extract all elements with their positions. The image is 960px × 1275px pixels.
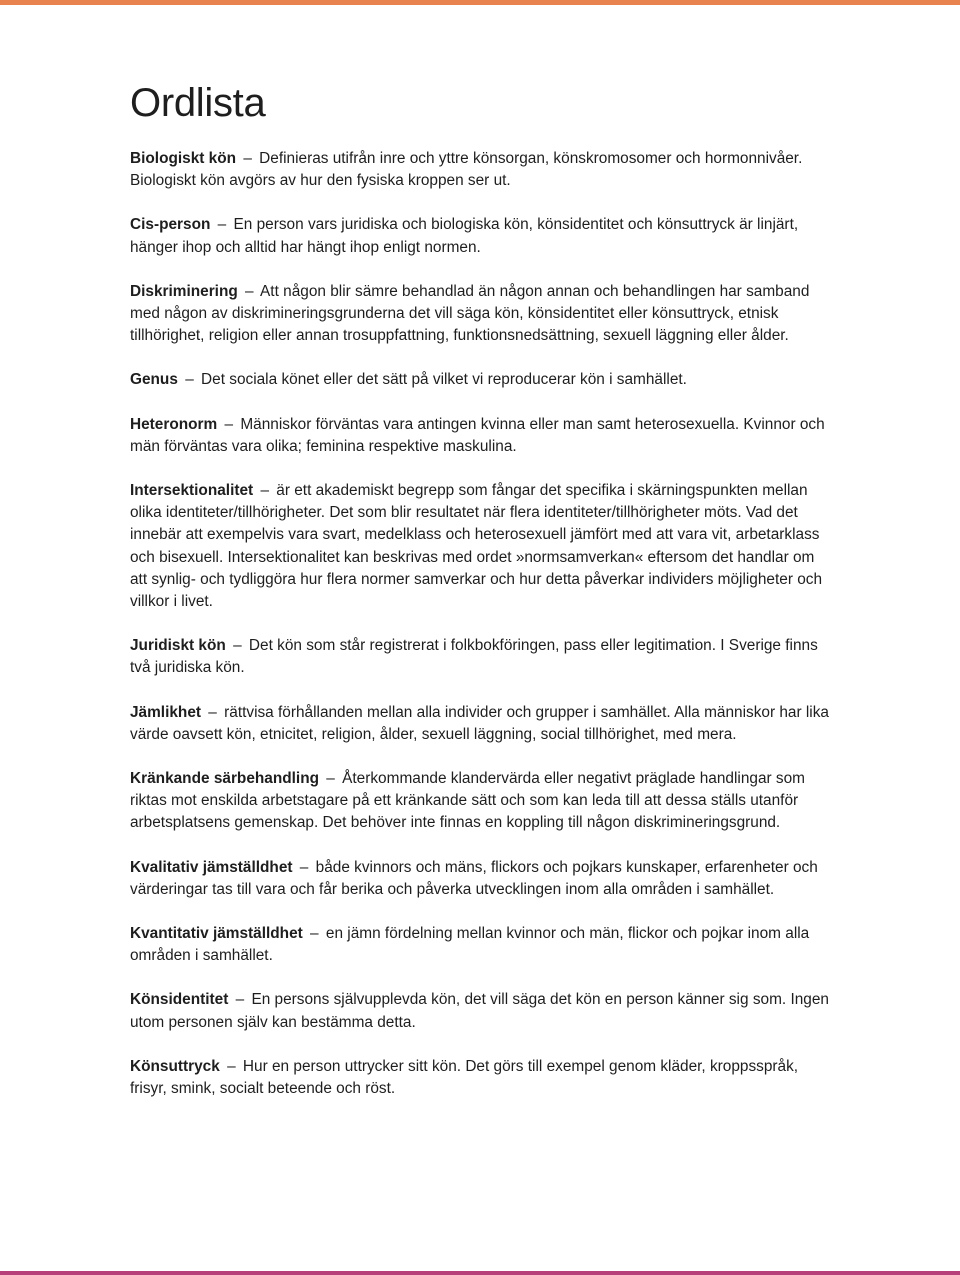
glossary-entry-krankande-sarbehandling [130, 768, 830, 835]
glossary-separator: – [233, 637, 242, 655]
glossary-separator: – [299, 858, 309, 876]
glossary-term: Heteronorm [130, 415, 218, 433]
glossary-term: Biologiskt kön [130, 150, 237, 167]
glossary-entry-heteronorm [130, 414, 830, 458]
glossary-term: Kvantitativ jämställdhet [130, 925, 303, 943]
page-title: Ordlista [130, 81, 266, 125]
glossary-term: Cis-person [130, 216, 211, 234]
glossary-entry-cis-person [130, 214, 830, 258]
glossary-separator: – [235, 991, 245, 1009]
glossary-entry-juridiskt-kon [130, 635, 830, 679]
glossary-entry-genus [130, 369, 830, 391]
glossary-separator: – [227, 1057, 236, 1075]
glossary-definition: En person vars juridiska och biologiska kön, könsidentitet och könsuttryck är linjärt, hänger ihop och alltid har hängt ihop enligt normen. [130, 216, 799, 256]
glossary-definition: Att någon blir sämre behandlad än någon annan och behandlingen har samband med någon av diskrimineringsgrunderna det vill säga kön, könsidentitet eller könsuttryck, etnisk tillhörighet, religion eller annan trosuppfattning, funktionsnedsättning, sexuell läggning eller ålder. [130, 282, 810, 345]
glossary-entry-kvalitativ-jamstalldhet [130, 857, 830, 901]
glossary-entry-diskriminering [130, 281, 830, 348]
bottom-accent-bar [0, 1271, 960, 1275]
glossary-term: Genus [130, 371, 178, 389]
glossary-term: Kränkande särbehandling [130, 770, 320, 788]
glossary-separator: – [224, 415, 234, 433]
glossary-definition: en jämn fördelning mellan kvinnor och män, flickor och pojkar inom alla områden i samhället. [130, 925, 810, 965]
glossary-term: Juridiskt kön [130, 637, 226, 655]
glossary-term: Kvalitativ jämställdhet [130, 858, 293, 876]
glossary-definition: Det kön som står registrerat i folkbokföringen, pass eller legitimation. I Sverige finns två juridiska kön. [130, 637, 818, 677]
glossary-separator: – [245, 282, 254, 300]
glossary-separator: – [208, 703, 217, 721]
glossary-page [130, 78, 830, 1122]
glossary-term: Könsuttryck [130, 1057, 220, 1075]
glossary-separator: – [310, 925, 319, 943]
top-accent-bar [0, 0, 960, 5]
glossary-term: Könsidentitet [130, 991, 229, 1009]
glossary-definition: En persons självupplevda kön, det vill säga det kön en person känner sig som. Ingen utom personen själv kan bestämma detta. [130, 991, 829, 1031]
glossary-separator: – [260, 482, 269, 500]
glossary-separator: – [217, 216, 227, 234]
glossary-definition: Återkommande klandervärda eller negativt präglade handlingar som riktas mot enskilda arbetstagare på ett kränkande sätt och som kan leda till att dessa ställs utanför arbetsplatsens gemenskap. Det behöver inte finnas en koppling till någon diskrimineringsgrund. [130, 770, 805, 832]
glossary-list [130, 148, 830, 1100]
glossary-entry-jamlikhet [130, 702, 830, 746]
glossary-separator: – [243, 150, 252, 167]
glossary-entry-biologiskt-kon [130, 148, 830, 192]
glossary-term: Intersektionalitet [130, 482, 254, 500]
glossary-entry-konsidentitet [130, 989, 830, 1033]
glossary-definition: Människor förväntas vara antingen kvinna eller man samt heterosexuella. Kvinnor och män förväntas vara olika; feminina respektive maskulina. [130, 415, 825, 455]
glossary-definition: rättvisa förhållanden mellan alla individer och grupper i samhället. Alla människor har lika värde oavsett kön, etnicitet, religion, ålder, sexuell läggning, social tillhörighet, med mera. [130, 703, 829, 743]
glossary-entry-intersektionalitet [130, 480, 830, 613]
glossary-separator: – [326, 770, 335, 788]
glossary-entry-kvantitativ-jamstalldhet [130, 923, 830, 967]
glossary-term: Diskriminering [130, 282, 238, 300]
glossary-definition: Hur en person uttrycker sitt kön. Det görs till exempel genom kläder, kroppsspråk, frisyr, smink, socialt beteende och röst. [130, 1057, 799, 1098]
glossary-separator: – [185, 371, 194, 389]
glossary-entry-konsuttryck [130, 1056, 830, 1100]
glossary-definition: Det sociala könet eller det sätt på vilket vi reproducerar kön i samhället. [201, 371, 687, 389]
glossary-term: Jämlikhet [130, 703, 202, 721]
glossary-definition: är ett akademiskt begrepp som fångar det specifika i skärningspunkten mellan olika identiteter/tillhörigheter. Det som blir resultatet när flera identiteter/tillhörigheter möts. Vad det innebär att exempelvis vara svart, medelklass och heterosexuell jämfört med att vara vit, arbetarklass och bisexuell. Intersektionalitet kan beskrivas med ordet »normsamverkan« eftersom det handlar om att synlig- och tydliggöra hur flera normer samverkar och hur detta påverkar individers möjligheter och villkor i livet. [130, 482, 823, 611]
glossary-definition: både kvinnors och mäns, flickors och pojkars kunskaper, erfarenheter och värderingar tas till vara och får berika och påverka utvecklingen inom alla områden i samhället. [130, 858, 818, 898]
glossary-definition: Definieras utifrån inre och yttre könsorgan, könskromosomer och hormonnivåer. Biologiskt kön avgörs av hur den fysiska kroppen ser ut. [130, 150, 803, 190]
